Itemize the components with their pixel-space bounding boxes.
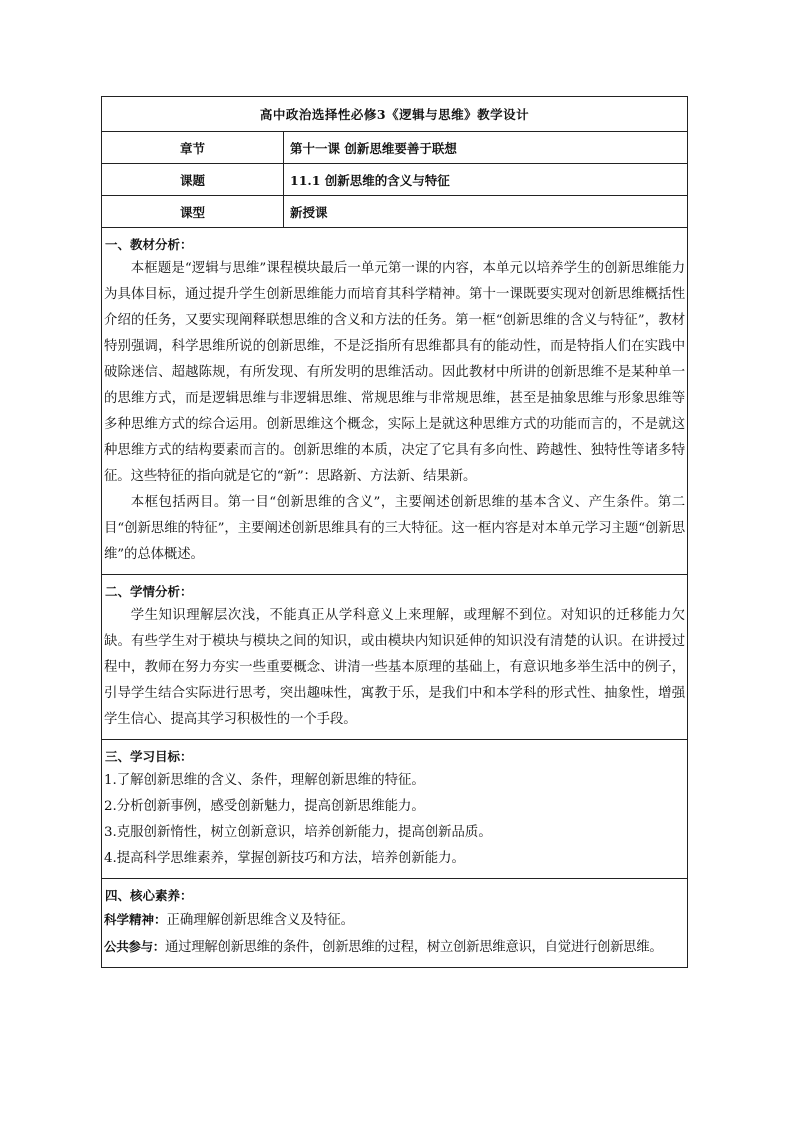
- competency-label: 公共参与：: [104, 939, 166, 954]
- competency-text: 通过理解创新思维的条件，创新思维的过程，树立创新思维意识，自觉进行创新思维。: [165, 940, 663, 955]
- objective-item: 4.提高科学思维素养，掌握创新技巧和方法，培养创新能力。: [104, 851, 465, 866]
- textbook-analysis-section: [102, 228, 687, 575]
- textbook-analysis-paragraph-1: 本框题是“逻辑与思维”课程模块最后一单元第一课的内容，本单元以培养学生的创新思维能力为具体目标，通过提升学生创新思维能力而培育其科学精神。第十一课既要实现对创新思维概括性介绍的任务，又要实现阐释联想思维的含义和方法的任务。第一框“创新思维的含义与特征”，教材特别强调，科学思维所说的创新思维，不是泛指所有思维都具有的能动性，而是特指人们在实践中破除迷信、超越陈规，有所发现、有所发明的思维活动。因此教材中所讲的创新思维不是某种单一的思维方式，而是逻辑思维与非逻辑思维、常规思维与非常规思维，甚至是抽象思维与形象思维等多种思维方式的综合运用。创新思维这个概念，实际上是就这种思维方式的功能而言的，不是就这种思维方式的结构要素而言的。创新思维的本质，决定了它具有多向性、跨越性、独特性等诸多特征。这些特征的指向就是它的“新”：思路新、方法新、结果新。: [104, 261, 685, 484]
- topic-label: 课题: [102, 164, 284, 195]
- learning-objectives-heading: 三、学习目标：: [105, 749, 193, 764]
- topic-row: [102, 164, 687, 196]
- competency-label: 科学精神：: [104, 912, 167, 927]
- topic-value: 11.1 创新思维的含义与特征: [290, 172, 450, 188]
- learning-objectives-section: [102, 740, 687, 879]
- textbook-analysis-paragraph-2: 本框包括两目。第一目“创新思维的含义”，主要阐述创新思维的基本含义、产生条件。第二目“创新思维的特征”，主要阐述创新思维具有的三大特征。这一框内容是对本单元学习主题“创新思维”的总体概述。: [104, 495, 685, 562]
- chapter-value: 第十一课 创新思维要善于联想: [290, 140, 457, 156]
- objective-item: 1.了解创新思维的含义、条件，理解创新思维的特征。: [104, 773, 425, 788]
- chapter-row: [102, 132, 687, 164]
- objective-item: 3.克服创新惰性，树立创新意识，培养创新能力，提高创新品质。: [104, 825, 492, 840]
- textbook-analysis-heading: 一、教材分析：: [105, 237, 193, 252]
- competency-text: 正确理解创新思维含义及特征。: [166, 913, 354, 928]
- core-competencies-section: [102, 879, 687, 967]
- learner-analysis-paragraph: 学生知识理解层次浅，不能真正从学科意义上来理解，或理解不到位。对知识的迁移能力欠缺。有些学生对于模块与模块之间的知识，或由模块内知识延伸的知识没有清楚的认识。在讲授过程中，教师在努力夯实一些重要概念、讲清一些基本原理的基础上，有意识地多举生活中的例子，引导学生结合实际进行思考，突出趣味性，寓教于乐，是我们中和本学科的形式性、抽象性，增强学生信心、提高其学习积极性的一个手段。: [104, 608, 685, 727]
- competency-item: [104, 934, 685, 961]
- lesson-plan-table: [101, 96, 688, 968]
- competency-item: [104, 907, 685, 934]
- objective-item: 2.分析创新事例，感受创新魅力，提高创新思维能力。: [104, 799, 425, 814]
- lesson-type-value: 新授课: [290, 204, 328, 220]
- chapter-label: 章节: [102, 132, 284, 163]
- document-title: 高中政治选择性必修3《逻辑与思维》教学设计: [102, 97, 687, 132]
- learner-analysis-section: [102, 575, 687, 740]
- lesson-type-label: 课型: [102, 196, 284, 227]
- learner-analysis-heading: 二、学情分析：: [105, 584, 193, 599]
- lesson-type-row: [102, 196, 687, 228]
- core-competencies-heading: 四、核心素养：: [105, 888, 193, 903]
